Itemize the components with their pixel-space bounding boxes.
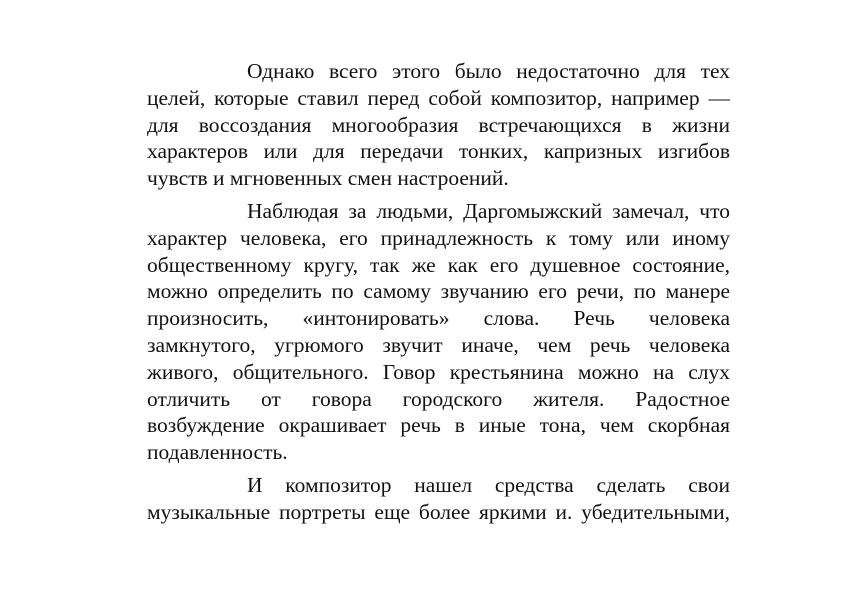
text-body bbox=[147, 58, 730, 526]
text-line: отличить от говора городского жителя. Радостное bbox=[147, 386, 730, 411]
text-line: возбуждение окрашивает речь в иные тона, чем скорбная bbox=[147, 413, 730, 438]
text-line: общественному кругу, так же как его душевное состояние, bbox=[147, 252, 730, 277]
text-line: замкнутого, угрюмого звучит иначе, чем речь человека bbox=[147, 332, 730, 357]
text-line: можно определить по самому звучанию его речи, по манере bbox=[147, 279, 730, 304]
text-line: И композитор нашел средства сделать свои bbox=[247, 472, 730, 497]
text-line: целей, которые ставил перед собой композитор, например — bbox=[147, 85, 730, 110]
text-line: Однако всего этого было недостаточно для тех bbox=[247, 59, 730, 83]
text-line: характеров или для передачи тонких, капризных изгибов bbox=[147, 139, 730, 164]
text-line: Наблюдая за людьми, Даргомыжский замечал, что bbox=[247, 198, 730, 223]
paragraph-1 bbox=[147, 58, 730, 192]
text-line: произносить, «интонировать» слова. Речь человека bbox=[147, 306, 730, 331]
paragraph-2 bbox=[147, 198, 730, 466]
text-line: чувств и мгновенных смен настроений. bbox=[147, 166, 509, 191]
text-line: живого, общительного. Говор крестьянина можно на слух bbox=[147, 359, 730, 384]
paragraph-3 bbox=[147, 472, 730, 526]
text-line: для воссоздания многообразия встречающихся в жизни bbox=[147, 112, 730, 137]
text-line: музыкальные портреты еще более яркими и. убедительными, bbox=[147, 499, 730, 524]
text-line: подавленность. bbox=[147, 440, 288, 465]
text-line: характер человека, его принадлежность к тому или иному bbox=[147, 225, 730, 250]
